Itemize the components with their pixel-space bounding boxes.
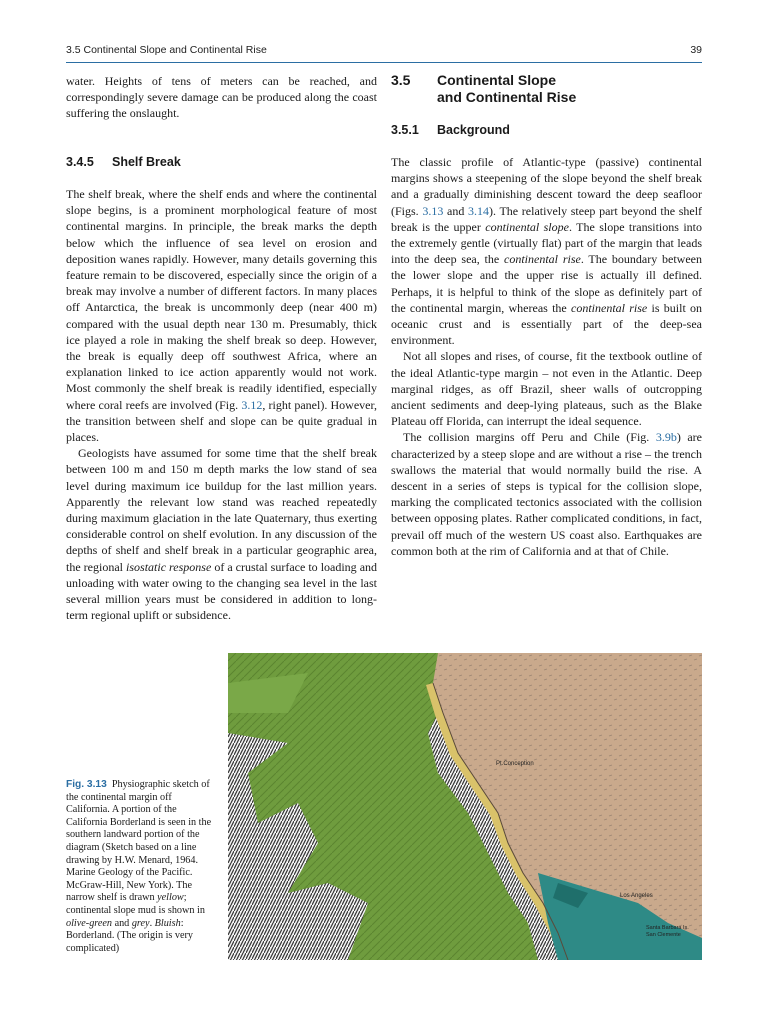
map-label-los-angeles: Los Angeles: [620, 893, 653, 899]
subsection-heading-background: [391, 122, 510, 138]
background-paragraph-1: The classic profile of Atlantic-type (passive) continental margins shows a steepening of the slope beyond the shelf break and a gradually diminishing descent toward the deep seafloor (Figs. 3.13 and 3.14). The relatively steep part beyond the shelf break is the upper continental slope. The slope transitions into the extremely gentle (virtually flat) part of the margin that leads into the deep sea, the continental rise. The boundary between the lower slope and the upper rise is actually ill defined. Perhaps, it is helpful to think of the slope as definitely part of the continental margin, whereas the continental rise is built on oceanic crust and is essentially part of the deep-sea environment.: [391, 155, 703, 348]
figure-link-3-14[interactable]: 3.14: [468, 203, 490, 218]
map-label-santa-barbara: Santa Barbara Is.: [646, 925, 689, 931]
shelf-break-paragraph-1: The shelf break, where the shelf ends and where the continental slope begins, is a prominent morphological feature of most continental margins. In principle, the break marks the depth below which the influence of sea level on erosion and deposition wanes rapidly. However, many details governing this feature remain to be discovered, especially since the origin of a break may involve a number of different factors. In many places off Antarctica, the break is uncommonly deep (near 400 m) compared with the usual depth near 130 m. Presumably, thick ice played a role in making the shelf break so deep. However, the break is equally deep off southwest Africa, where an explanation linked to ice action apparently would not work. Most commonly the shelf break is readily identified, especially where coral reefs are involved (Fig. 3.12, right panel). However, the transition between shelf and slope can be quite gradual in places.: [66, 187, 378, 445]
map-label-point-conception: Pt.Conception: [496, 761, 534, 767]
figure-3-13-map: [228, 653, 702, 960]
section-title: Shelf Break: [112, 155, 181, 169]
intro-text: water. Heights of tens of meters can be reached, and correspondingly severe damage can be produced along the coast suffering the onslaught.: [66, 74, 377, 121]
header-section-title: 3.5 Continental Slope and Continental Rise: [66, 44, 267, 56]
figure-link-3-12[interactable]: 3.12: [241, 397, 263, 412]
running-header: [66, 44, 702, 64]
header-rule: [66, 62, 702, 63]
section-number: 3.4.5: [66, 155, 94, 169]
section-number: 3.5: [391, 72, 411, 88]
figure-link-3-13[interactable]: 3.13: [422, 203, 444, 218]
figure-label: Fig. 3.13: [66, 779, 107, 790]
map-label-san-clemente: San Clemente: [646, 932, 681, 938]
emphasis-continental-rise: continental rise: [504, 252, 581, 267]
emphasis-isostatic-response: isostatic response: [126, 559, 212, 574]
section-title-line-1: Continental Slope: [437, 72, 556, 88]
figure-caption: Fig. 3.13 Physiographic sketch of the continental margin off California. A portion of the California Borderland is seen in the southern landward portion of the diagram (Sketch based on a line drawing by H.W. Menard, 1964. Marine Geology of the Pacific. McGraw-Hill, New York). The narrow shelf is drawn yellow; continental slope mud is shown in olive-green and grey. Bluish: Borderland. (The origin is very complicated): [66, 779, 212, 954]
background-paragraph-2: Not all slopes and rises, of course, fit the textbook outline of the ideal Atlantic-type margin – not even in the Atlantic. Deep marginal ridges, as off Brazil, sheer walls of outcropping ancient sediments and deep-lying plateaus, such as the Blake Plateau off Florida, can interrupt the ideal sequence.: [391, 349, 702, 429]
page-number: 39: [690, 44, 702, 56]
subsection-number: 3.5.1: [391, 123, 419, 137]
section-heading-continental-slope: [391, 72, 576, 106]
physiographic-sketch: [228, 653, 702, 960]
section-title-line-2: and Continental Rise: [437, 89, 577, 105]
background-paragraph-3: The collision margins off Peru and Chile (Fig. 3.9b) are characterized by a steep slope and are without a rise – the trench swallows the material that would normally build the rise. A descent in a series of steps is typical for the collision slope, marking the complicated tectonics associated with the collision between opposing plates. Rather complicated conditions, in fact, prevail off much of the western US coast also. Earthquakes are common both at the rim of California and at that of Chile.: [391, 430, 703, 558]
background-body: [391, 154, 702, 559]
subsection-title: Background: [437, 123, 510, 137]
emphasis-continental-rise-2: continental rise: [571, 300, 648, 315]
shelf-break-body: [66, 186, 377, 623]
figure-link-3-9b[interactable]: 3.9b: [655, 430, 677, 445]
emphasis-continental-slope: continental slope: [485, 219, 569, 234]
intro-paragraph: [66, 73, 377, 122]
section-heading-shelf-break: [66, 154, 181, 170]
shelf-break-paragraph-2: Geologists have assumed for some time that the shelf break between 100 m and 150 m depth marks the low stand of sea level during maximum ice buildup for the last million years. Apparently the relevant low stand was reached repeatedly during maximum glaciation in the late Quaternary, thus exerting considerable control on shelf evolution. In any discussion of the depths of shelf and shelf break in a particular geographic area, the regional isostatic response of a crustal surface to loading and unloading with water owing to the changing sea level in the last several million years must be considered in addition to long-term regional uplift or subsidence.: [66, 446, 378, 623]
